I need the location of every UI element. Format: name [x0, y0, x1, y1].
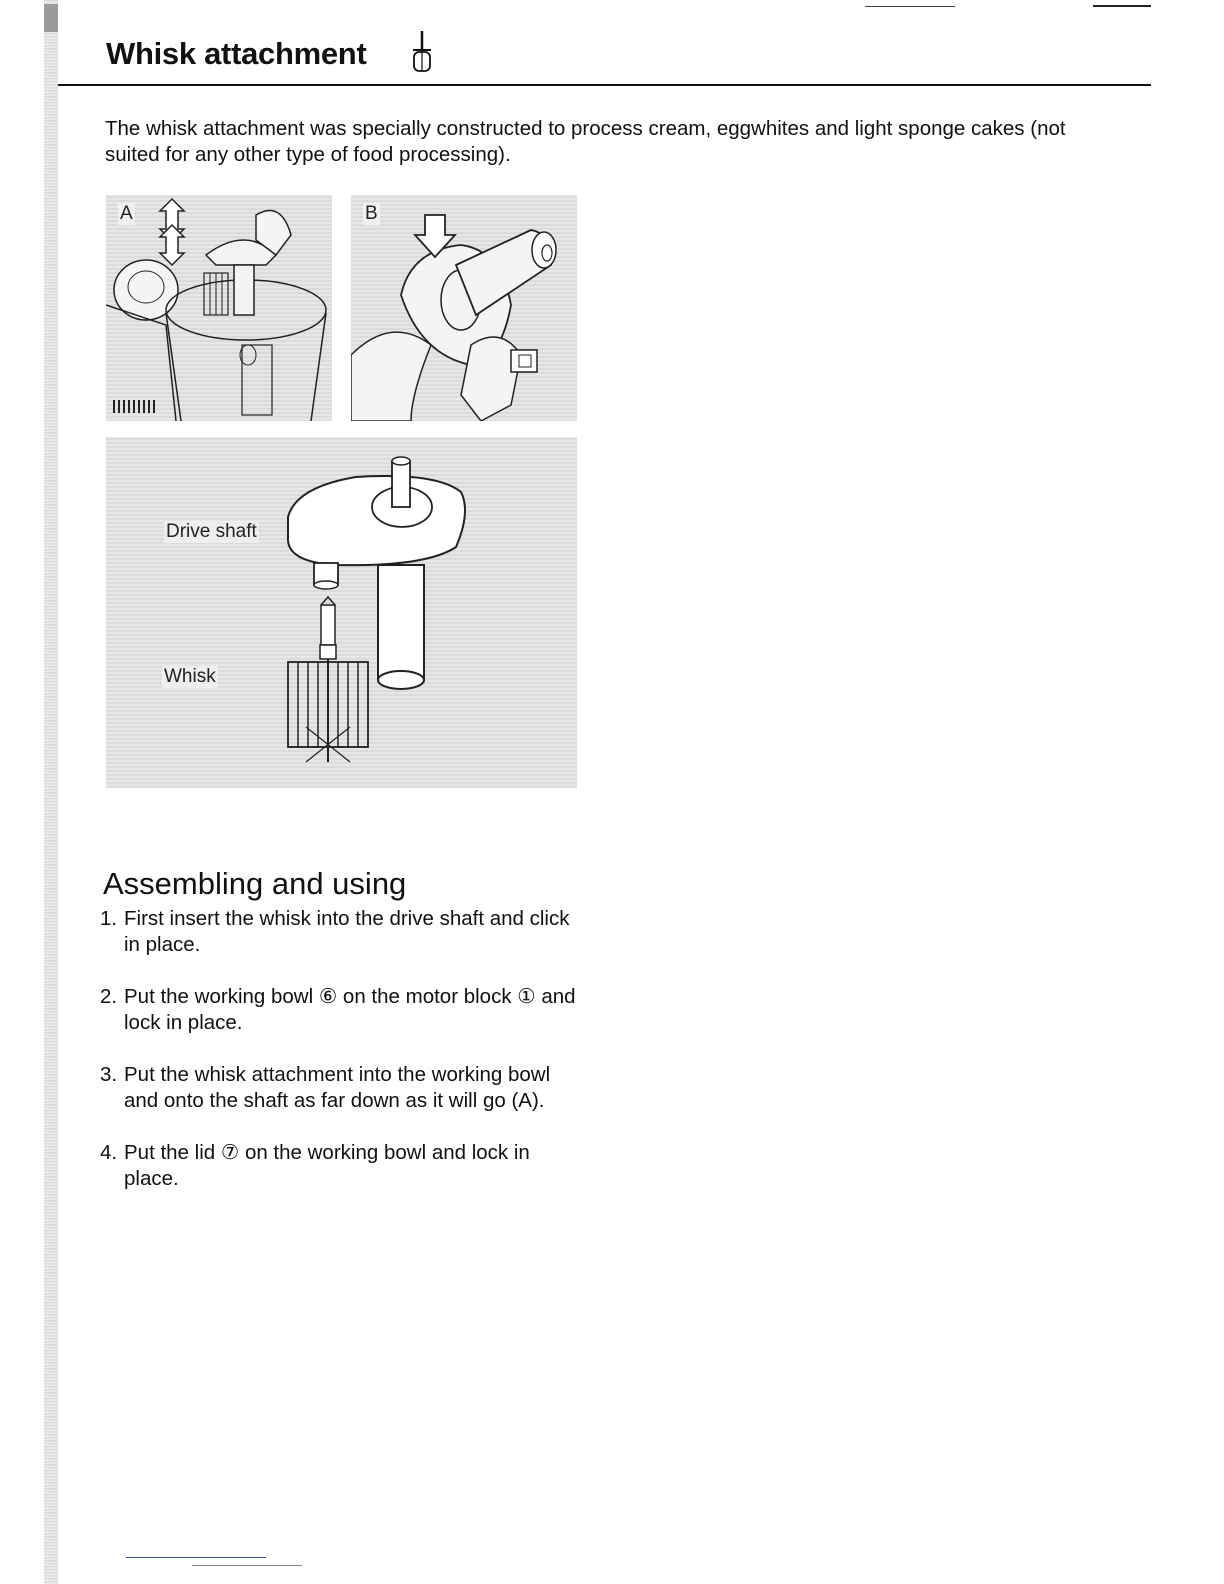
figure-a-letter: A — [120, 203, 133, 224]
list-item — [100, 984, 590, 1036]
step-text: Put the working bowl ⑥ on the motor block ① and lock in place. — [124, 985, 576, 1034]
figure-b — [351, 195, 577, 421]
top-rule — [1093, 5, 1151, 7]
step-number: 4. — [100, 1141, 118, 1164]
step-number: 1. — [100, 907, 118, 930]
list-item — [100, 906, 590, 958]
list-item — [100, 1062, 590, 1114]
bottom-rule — [192, 1565, 302, 1566]
figure-b-letter: B — [365, 203, 378, 224]
list-item — [100, 1140, 590, 1192]
whisk-label: Whisk — [164, 666, 216, 687]
drive-shaft-label: Drive shaft — [166, 521, 257, 542]
top-rule — [865, 6, 955, 7]
bottom-rule — [126, 1557, 266, 1558]
step-text: Put the whisk attachment into the working bowl and onto the shaft as far down as it will go (A). — [124, 1063, 551, 1112]
whisk-exploded-drawing — [106, 437, 577, 788]
intro-paragraph: The whisk attachment was specially constructed to process cream, eggwhites and light sponge cakes (not suited for any other type of food processing). — [105, 117, 1066, 166]
figure-c-whisk-diagram — [106, 437, 577, 788]
step-number: 3. — [100, 1063, 118, 1086]
title-rule — [58, 84, 1151, 86]
step-text: First insert the whisk into the drive shaft and click in place. — [124, 907, 570, 956]
assembly-steps-list — [100, 906, 590, 1218]
assembly-heading: Assembling and using — [103, 866, 407, 901]
figure-a — [106, 195, 332, 421]
page-title: Whisk attachment — [106, 36, 367, 71]
figure-b-drawing — [351, 195, 577, 421]
scan-edge-mark — [44, 4, 58, 32]
whisk-symbol-icon — [409, 29, 435, 75]
step-number: 2. — [100, 985, 118, 1008]
scan-edge — [44, 0, 58, 1584]
step-text: Put the lid ⑦ on the working bowl and lock in place. — [124, 1141, 530, 1190]
figure-a-drawing — [106, 195, 332, 421]
